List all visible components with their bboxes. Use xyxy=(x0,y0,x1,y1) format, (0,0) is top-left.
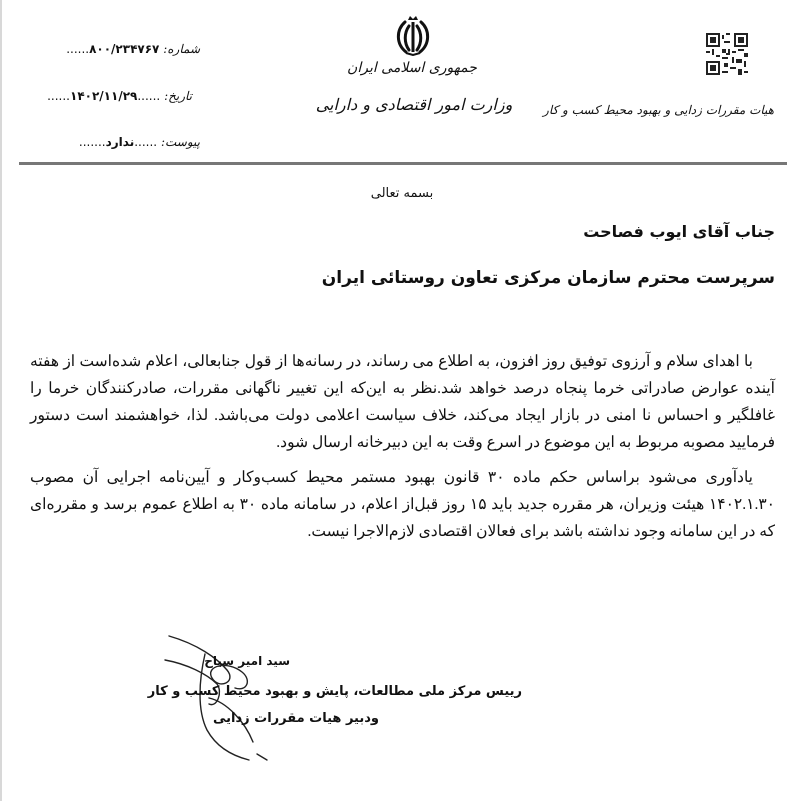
bismillah-heading: بسمه تعالی xyxy=(370,186,434,201)
signatory-role-line-1: رییس مرکز ملی مطالعات، پایش و بهبود محیط کسب و کار xyxy=(147,684,522,699)
qr-code-icon xyxy=(706,33,748,75)
letter-attachment-row xyxy=(50,135,200,155)
letter-attachment-value: ندارد xyxy=(105,135,135,149)
letter-paragraph-2: یادآوری می‌شود براساس حکم ماده ۳۰ قانون بهبود مستمر محیط کسب‌وکار و آیین‌نامه اجرایی آن مصوب ۱۴۰۲.۱.۳۰ هیئت وزیران، هر مقرره جدید باید ۱۵ روز قبل‌از اعلام، در سامانه ماده ۳۰ به اطلاع عموم برسد و مقرره‌ای که در این سامانه وجود نداشته باشد برای فعالان اقتصادی لازم‌الاجرا نیست. xyxy=(30,469,775,540)
iran-emblem-icon xyxy=(394,14,432,56)
letter-attachment-label: پیوست: xyxy=(160,135,200,149)
issuing-board-name: هیات مقررات زدایی و بهبود محیط کسب و کار xyxy=(543,103,774,117)
letter-paragraph-1: با اهدای سلام و آرزوی توفیق روز افزون، به اطلاع می رساند، در رسانه‌ها از قول جنابعالی، اعلام شده‌است از هفته آینده عوارض صادراتی خرما پنجاه درصد خواهد شد.نظر به این‌که این تغییر ناگهانی مقررات، صادرکنندگان خرما را غافلگیر و احساس نا امنی در بازار ایجاد می‌کند، خلاف سیاست اعلامی دولت می‌باشد. لذا، خواهشمند است دستور فرمایید مصوبه مربوط به این موضوع در اسرع وقت به این دبیرخانه ارسال شود. xyxy=(30,353,775,451)
letter-number-row xyxy=(50,42,200,62)
addressee-title: سرپرست محترم سازمان مرکزی تعاون روستائی ایران xyxy=(321,268,775,288)
signatory-role-line-2: ودبیر هیات مقررات زدایی xyxy=(212,711,379,726)
dots: ...... xyxy=(137,89,161,103)
signatory-name: سید امیر سیاح xyxy=(204,654,290,668)
letter-date-value: ۱۴۰۲/۱۱/۲۹ xyxy=(70,89,138,103)
dots: ....... xyxy=(78,135,106,149)
letter-number-value: ۸۰۰/۲۳۴۷۶۷ xyxy=(89,42,160,56)
dots: ...... xyxy=(134,135,158,149)
letter-date-label: تاریخ: xyxy=(164,89,192,103)
addressee-name: جناب آقای ایوب فصاحت xyxy=(583,222,775,241)
header-divider xyxy=(19,162,787,165)
dots: ...... xyxy=(47,89,70,103)
dots: ...... xyxy=(66,42,90,56)
letter-date-row xyxy=(42,89,192,109)
handwritten-signature-icon xyxy=(157,630,317,770)
republic-name: جمهوری اسلامی ایران xyxy=(347,60,477,76)
ministry-name: وزارت امور اقتصادی و دارایی xyxy=(315,95,513,114)
letter-number-label: شماره: xyxy=(163,42,200,56)
